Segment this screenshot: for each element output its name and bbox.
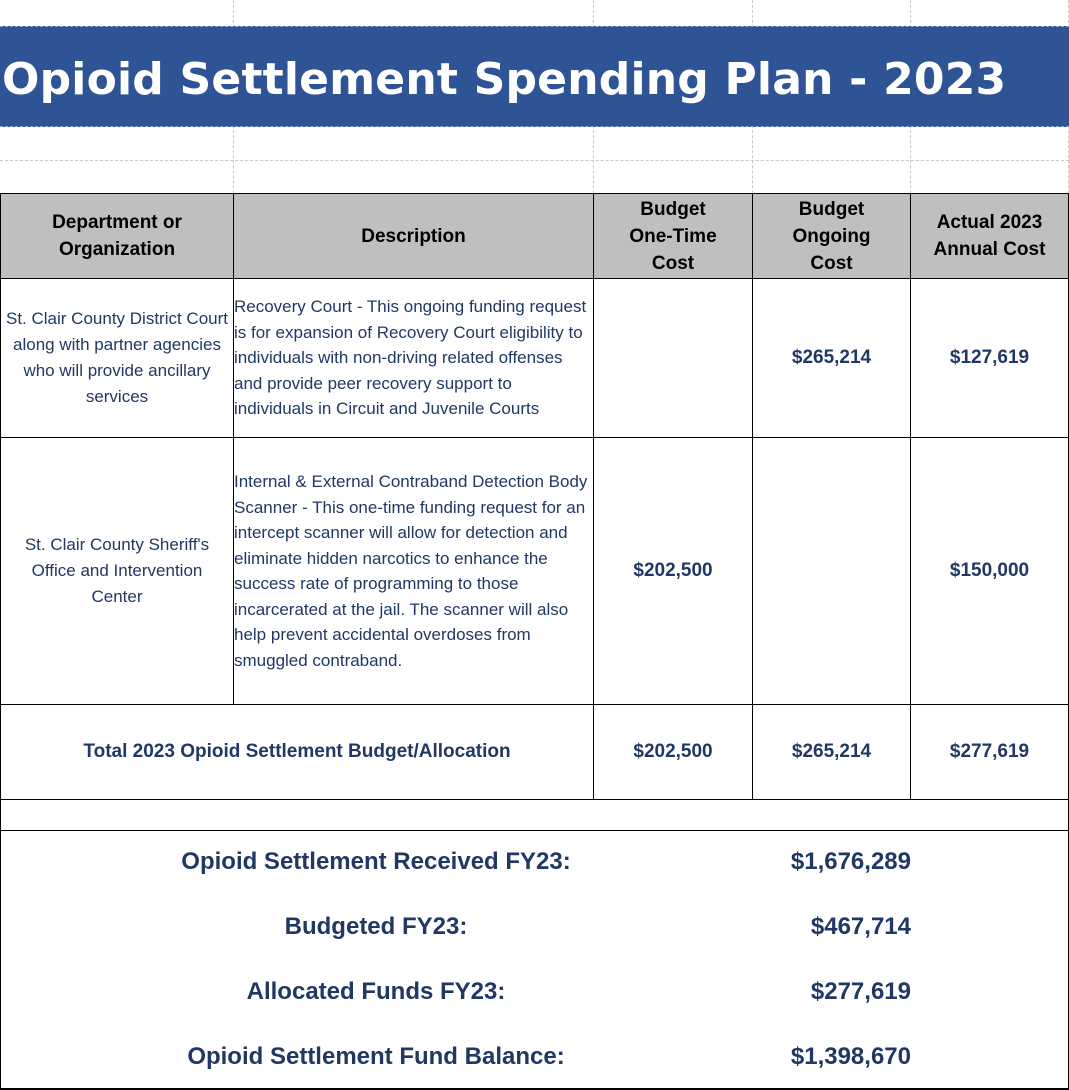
summary-allocated-value: $277,619 bbox=[810, 978, 911, 1005]
header-department-label: Department or Organization bbox=[52, 212, 182, 260]
page-title: Opioid Settlement Spending Plan - 2023 bbox=[2, 54, 1007, 105]
summary-allocated-label: Allocated Funds FY23: bbox=[246, 978, 506, 1005]
table-row-2-department[interactable] bbox=[0, 437, 234, 705]
header-actual-label: Actual 2023 Annual Cost bbox=[933, 212, 1046, 260]
summary-received-label: Opioid Settlement Received FY23: bbox=[181, 848, 571, 875]
header-one-time-label: Budget One-Time Cost bbox=[629, 198, 717, 274]
table-row-1-one-time[interactable] bbox=[593, 278, 753, 438]
summary-balance-label: Opioid Settlement Fund Balance: bbox=[187, 1043, 565, 1070]
summary-received-value: $1,676,289 bbox=[790, 848, 911, 875]
header-actual[interactable] bbox=[910, 193, 1069, 279]
table-row-2-actual[interactable] bbox=[910, 437, 1069, 705]
department-name: St. Clair County Sheriff's Office and Intervention Center bbox=[24, 535, 210, 606]
one-time-cost: $202,500 bbox=[633, 560, 713, 581]
actual-cost: $150,000 bbox=[949, 560, 1030, 581]
actual-cost: $127,619 bbox=[949, 347, 1030, 368]
table-row-2-one-time[interactable] bbox=[593, 437, 753, 705]
total-row-label[interactable] bbox=[0, 704, 594, 800]
table-row-1-actual[interactable] bbox=[910, 278, 1069, 438]
header-ongoing-label: Budget Ongoing Cost bbox=[792, 198, 871, 274]
department-name: St. Clair County District Court along with partner agencies who will provide ancillary services bbox=[6, 309, 228, 406]
ongoing-cost: $265,214 bbox=[791, 347, 872, 368]
spacer-row[interactable] bbox=[0, 799, 1069, 831]
total-one-time-cost: $202,500 bbox=[633, 741, 713, 762]
total-ongoing[interactable] bbox=[752, 704, 911, 800]
header-one-time[interactable] bbox=[593, 193, 753, 279]
description-text: Recovery Court - This ongoing funding request is for expansion of Recovery Court eligibility to individuals with non-driving related offenses and provide peer recovery support to individuals in Circuit and Juvenile Courts bbox=[234, 297, 587, 419]
table-row-1-department[interactable] bbox=[0, 278, 234, 438]
total-actual[interactable] bbox=[910, 704, 1069, 800]
table-row-1-description[interactable] bbox=[233, 278, 594, 438]
summary-balance-value: $1,398,670 bbox=[790, 1043, 911, 1070]
header-ongoing[interactable] bbox=[752, 193, 911, 279]
total-one-time[interactable] bbox=[593, 704, 753, 800]
header-description[interactable] bbox=[233, 193, 594, 279]
header-description-label: Description bbox=[361, 225, 466, 247]
summary-budgeted-label: Budgeted FY23: bbox=[284, 913, 468, 940]
total-label: Total 2023 Opioid Settlement Budget/Allocation bbox=[83, 741, 511, 762]
table-row-2-ongoing[interactable] bbox=[752, 437, 911, 705]
table-row-1-ongoing[interactable] bbox=[752, 278, 911, 438]
summary-budgeted-value: $467,714 bbox=[810, 913, 911, 940]
table-row-2-description[interactable] bbox=[233, 437, 594, 705]
header-department[interactable] bbox=[0, 193, 234, 279]
total-actual-cost: $277,619 bbox=[949, 741, 1030, 762]
gridline bbox=[0, 160, 1069, 161]
total-ongoing-cost: $265,214 bbox=[791, 741, 872, 762]
description-text: Internal & External Contraband Detection Body Scanner - This one-time funding request for an intercept scanner will allow for detection and eliminate hidden narcotics to enhance the success rate of programming to those incarcerated at the jail. The scanner will also help prevent accidental overdoses from smuggled contraband. bbox=[234, 472, 588, 670]
